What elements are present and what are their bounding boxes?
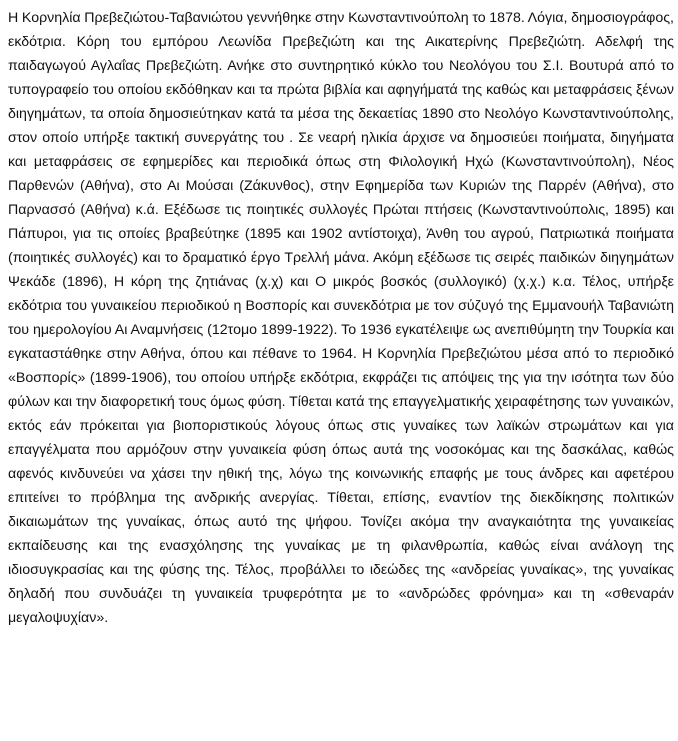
biography-paragraph: Η Κορνηλία Πρεβεζιώτου-Ταβανιώτου γεννήθηκε στην Κωνσταντινούπολη το 1878. Λόγια, δημοσιογράφος, εκδότρια. Κόρη του εμπόρου Λεωνίδα Πρεβεζιώτη και της Αικατερίνης Πρεβεζιώτη. Αδελφή της παιδαγωγού Αγλαΐας Πρεβεζιώτη. Ανήκε στο συντηρητικό κύκλο του Νεολόγου του Σ.Ι. Βουτυρά από το τυπογραφείο του οποίου εκδόθηκαν και τα πρώτα βιβλία και αφηγήματά της καθώς και μεταφράσεις ξένων διηγημάτων, τα οποία δημοσιεύτηκαν κατά τα μέσα της δεκαετίας 1890 στο Νεολόγο Κωνσταντινούπολης, στον οποίο υπήρξε τακτική συνεργάτης του . Σε νεαρή ηλικία άρχισε να δημοσιεύει ποιήματα, διηγήματα και μεταφράσεις σε εφημερίδες και περιοδικά όπως στη Φιλολογική Ηχώ (Κωνσταντινούπολη), Νέος Παρθενών (Αθήνα), στο Αι Μούσαι (Ζάκυνθος), στην Εφημερίδα των Κυριών της Παρρέν (Αθήνα), στο Παρνασσό (Αθήνα) κ.ά. Εξέδωσε τις ποιητικές συλλογές Πρώται πτήσεις (Κωνσταντινούπολις, 1895) και Πάπυροι, για τις οποίες βραβεύτηκε (1895 και 1902 αντίστοιχα), Άνθη του αγρού, Πατριωτικά ποιήματα (ποιητικές συλλογές) και το δραματικό έργο Τρελλή μάνα. Ακόμη εξέδωσε τις σειρές παιδικών διηγημάτων Ψεκάδε (1896), Η κόρη της ζητιάνας (χ.χ) και Ο μικρός βοσκός (συλλογικό) (χ.χ.) κ.α. Τέλος, υπήρξε εκδότρια του γυναικείου περιοδικού η Βοσπορίς και συνεκδότρια με τον σύζυγό της Εμμανουήλ Ταβανιώτη του ημερολογίου Αι Αναμνήσεις (12τομο 1899-1922). Το 1936 εγκατέλειψε ως ανεπιθύμητη την Τουρκία και εγκαταστάθηκε στην Αθήνα, όπου και πέθανε το 1964. Η Κορνηλία Πρεβεζιώτου μέσα από το περιοδικό «Βοσπορίς» (1899-1906), του οποίου υπήρξε εκδότρια, εκφράζει τις απόψεις της για την ισότητα των δύο φύλων και την διαφορετική τους όμως φύση. Τίθεται κατά της επαγγελματικής χειραφέτησης των γυναικών, εκτός εάν πρόκειται για βιοποριστικούς λόγους όπως στις γυναίκες των λαϊκών στρωμάτων και για επαγγέλματα που αρμόζουν στην γυναικεία φύση όπως αυτά της νοσοκόμας και της δασκάλας, καθώς αφενός κινδυνεύει να χάσει την ηθική της, λόγω της κοινωνικής επαφής με τους άνδρες και αφετέρου επιτείνει το πρόβλημα της ανδρικής ανεργίας. Τίθεται, επίσης, εναντίον της διεκδίκησης πολιτικών δικαιωμάτων της γυναίκας, όπως αυτό της ψήφου. Τονίζει ακόμα την αναγκαιότητα της γυναικείας εκπαίδευσης και της ενασχόλησης της γυναίκας με τη φιλανθρωπία, καθώς είναι ανάλογη της ιδιοσυγκρασίας και της φύσης της. Τέλος, προβάλλει το ιδεώδες της «ανδρείας γυναίκας», της γυναίκας δηλαδή που συνδυάζει τη γυναικεία τρυφερότητα με το «ανδρώδες φρόνημα» και τη «σθεναράν μεγαλοψυχίαν». bbox=[8, 10, 674, 626]
